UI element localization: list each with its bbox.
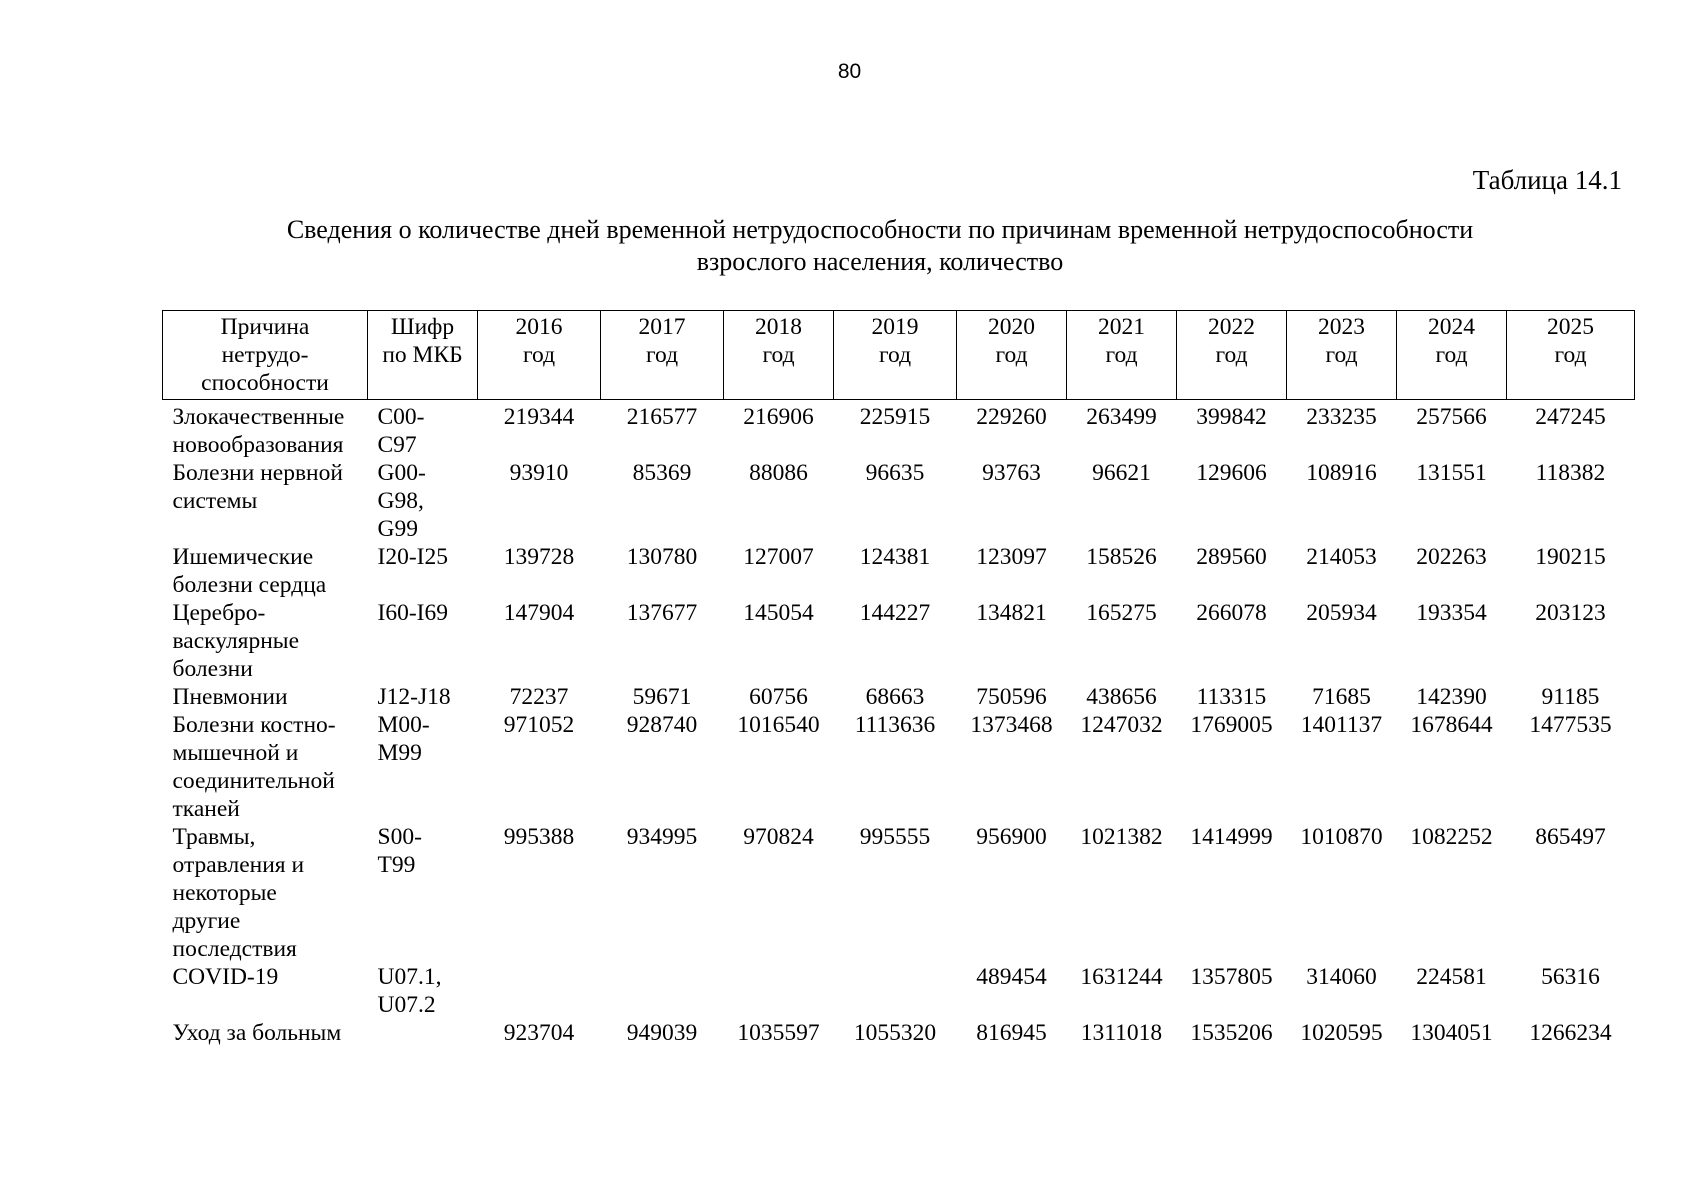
- cell-line: G98,: [377, 488, 424, 514]
- table-label: Таблица 14.1: [1472, 165, 1622, 195]
- header-line: 2025: [1547, 314, 1594, 340]
- cell-value: 93763: [982, 460, 1041, 486]
- header-line: по МКБ: [382, 342, 463, 368]
- cell-value: 289560: [1196, 544, 1267, 570]
- cell-line: S00-: [377, 824, 422, 850]
- header-line: год: [645, 342, 679, 368]
- cell-value: 130780: [626, 544, 698, 570]
- cell-value: 489454: [976, 964, 1047, 990]
- header-year: [1287, 311, 1397, 400]
- cell-value: 158526: [1086, 544, 1157, 570]
- cell-value: 1113636: [854, 712, 936, 738]
- cell-value: 995555: [859, 824, 931, 850]
- table-row: [163, 459, 1635, 543]
- cell-line: C00-: [377, 404, 425, 430]
- header-line: Причина: [220, 314, 310, 340]
- cell-icd-code: [368, 400, 478, 460]
- table-row: [163, 963, 1635, 1019]
- cell-line: болезни: [172, 656, 253, 682]
- header-line: Шифр: [390, 314, 455, 340]
- header-line: год: [1554, 342, 1587, 368]
- header-line: 2023: [1318, 314, 1365, 340]
- cell-line: новообразования: [172, 432, 344, 458]
- cell-value: 131551: [1416, 460, 1487, 486]
- cell-line: тканей: [172, 796, 240, 822]
- title-line: Сведения о количестве дней временной нетрудоспособности по причинам временной нетрудоспособности: [286, 215, 1474, 244]
- header-year: [834, 311, 957, 400]
- cell-value: 399842: [1196, 404, 1267, 430]
- title-line: взрослого населения, количество: [696, 247, 1064, 276]
- cell-value: 750596: [976, 684, 1047, 710]
- table-row: [163, 1019, 1635, 1047]
- cell-value: 224581: [1416, 964, 1487, 990]
- cell-value: 108916: [1306, 460, 1377, 486]
- cell-value: 144227: [859, 600, 931, 626]
- cell-value: 934995: [626, 824, 698, 850]
- header-line: год: [878, 342, 912, 368]
- cell-line: G00-: [377, 460, 426, 486]
- cell-value: 233235: [1306, 404, 1377, 430]
- cell-line: M99: [377, 740, 422, 766]
- cell-value: [834, 963, 957, 1019]
- cell-line: Болезни костно-: [172, 712, 336, 738]
- table-row: [163, 400, 1635, 460]
- cell-line: Уход за больным: [172, 1020, 342, 1046]
- cell-line: соединительной: [172, 768, 335, 794]
- header-line: 2019: [871, 314, 919, 340]
- header-year: [1397, 311, 1507, 400]
- cell-value: 1357805: [1190, 964, 1273, 990]
- cell-icd-code: [368, 543, 478, 599]
- cell-line: C97: [377, 432, 417, 458]
- header-line: год: [1105, 342, 1138, 368]
- header-year: [1507, 311, 1635, 400]
- cell-value: [724, 963, 834, 1019]
- header-line: год: [522, 342, 556, 368]
- cell-value: 1769005: [1190, 712, 1273, 738]
- cell-value: 165275: [1086, 600, 1157, 626]
- cell-value: 56316: [1541, 964, 1600, 990]
- cell-value: 193354: [1416, 600, 1487, 626]
- cell-value: 219344: [503, 404, 575, 430]
- header-year: [601, 311, 724, 400]
- cell-value: 1678644: [1410, 712, 1493, 738]
- header-line: 2020: [988, 314, 1035, 340]
- header-line: 2017: [638, 314, 686, 340]
- cell-line: отравления и: [172, 852, 305, 878]
- cell-value: 93910: [509, 460, 569, 486]
- cell-icd-code: [368, 599, 478, 683]
- table-row: [163, 599, 1635, 683]
- header-line: нетрудо-: [221, 342, 309, 368]
- header-line: 2016: [515, 314, 563, 340]
- cell-line: U07.2: [377, 992, 436, 1018]
- cell-value: 68663: [865, 684, 925, 710]
- page-number: 80: [837, 60, 862, 83]
- cell-value: 59671: [632, 684, 692, 710]
- cell-line: U07.1,: [377, 964, 442, 990]
- cell-icd-code: [368, 1019, 478, 1047]
- header-line: год: [1435, 342, 1468, 368]
- cell-value: 190215: [1535, 544, 1606, 570]
- cell-line: Пневмонии: [172, 684, 288, 710]
- cell-value: 214053: [1306, 544, 1377, 570]
- cell-icd-code: [368, 823, 478, 963]
- header-line: 2021: [1098, 314, 1145, 340]
- header-line: год: [1215, 342, 1248, 368]
- cell-value: 85369: [632, 460, 692, 486]
- cell-value: 139728: [503, 544, 575, 570]
- cell-cause: [163, 963, 368, 1019]
- cell-value: 91185: [1541, 684, 1600, 710]
- cell-value: 1373468: [970, 712, 1053, 738]
- cell-value: 1247032: [1080, 712, 1163, 738]
- cell-value: 134821: [976, 600, 1047, 626]
- cell-line: другие: [172, 908, 241, 934]
- cell-value: 202263: [1416, 544, 1487, 570]
- cell-value: 124381: [859, 544, 931, 570]
- cell-icd-code: [368, 683, 478, 711]
- cell-value: 1055320: [853, 1020, 937, 1046]
- cell-value: 438656: [1086, 684, 1157, 710]
- cell-line: некоторые: [172, 880, 277, 906]
- cell-value: 145054: [743, 600, 814, 626]
- cell-value: 216906: [743, 404, 814, 430]
- cell-line: I60-I69: [377, 600, 448, 626]
- cell-value: 928740: [626, 712, 698, 738]
- cell-line: Травмы,: [172, 824, 256, 850]
- header-year: [957, 311, 1067, 400]
- table-row: [163, 683, 1635, 711]
- cell-cause: [163, 459, 368, 543]
- header-line: год: [762, 342, 795, 368]
- cell-cause: [163, 400, 368, 460]
- cell-line: мышечной и: [172, 740, 299, 766]
- cell-line: системы: [172, 488, 258, 514]
- header-line: 2018: [755, 314, 802, 340]
- cell-value: 995388: [503, 824, 575, 850]
- cell-value: 1010870: [1300, 824, 1383, 850]
- cell-value: 225915: [859, 404, 931, 430]
- cell-value: 956900: [976, 824, 1047, 850]
- cell-value: 1311018: [1080, 1020, 1163, 1046]
- cell-value: 263499: [1086, 404, 1157, 430]
- data-table: [162, 310, 1635, 1047]
- cell-line: последствия: [172, 936, 297, 962]
- cell-cause: [163, 1019, 368, 1047]
- cell-line: J12-J18: [377, 684, 451, 710]
- cell-value: 203123: [1535, 600, 1606, 626]
- cell-value: 971052: [503, 712, 575, 738]
- cell-value: [601, 963, 724, 1019]
- cell-value: 113315: [1196, 684, 1267, 710]
- cell-value: 949039: [626, 1020, 698, 1046]
- header-cause: [163, 311, 368, 400]
- table-body: [163, 400, 1635, 1048]
- cell-value: [478, 963, 601, 1019]
- cell-line: I20-I25: [377, 544, 448, 570]
- cell-line: Злокачественные: [172, 404, 345, 430]
- cell-cause: [163, 543, 368, 599]
- header-line: год: [995, 342, 1028, 368]
- header-line: способности: [201, 370, 329, 396]
- cell-value: 1304051: [1410, 1020, 1493, 1046]
- cell-line: G99: [377, 516, 418, 542]
- cell-value: 1016540: [737, 712, 820, 738]
- cell-cause: [163, 599, 368, 683]
- cell-line: Церебро-: [172, 600, 266, 626]
- cell-value: 1401137: [1300, 712, 1383, 738]
- cell-line: T99: [377, 852, 416, 878]
- cell-value: 923704: [503, 1020, 575, 1046]
- cell-value: 1021382: [1080, 824, 1163, 850]
- header-year: [724, 311, 834, 400]
- cell-value: 816945: [976, 1020, 1047, 1046]
- cell-value: 314060: [1306, 964, 1377, 990]
- header-line: 2024: [1428, 314, 1475, 340]
- cell-value: 1631244: [1080, 964, 1163, 990]
- cell-line: COVID-19: [172, 964, 279, 990]
- cell-value: 229260: [976, 404, 1047, 430]
- cell-line: Ишемические: [172, 544, 314, 570]
- header-year: [478, 311, 601, 400]
- cell-value: 1266234: [1529, 1020, 1612, 1046]
- cell-line: болезни сердца: [172, 572, 327, 598]
- cell-line: M00-: [377, 712, 430, 738]
- cell-value: 1020595: [1300, 1020, 1383, 1046]
- cell-value: 216577: [626, 404, 698, 430]
- cell-icd-code: [368, 711, 478, 823]
- cell-value: 60756: [749, 684, 808, 710]
- cell-cause: [163, 823, 368, 963]
- cell-value: 266078: [1196, 600, 1267, 626]
- cell-value: 88086: [749, 460, 808, 486]
- cell-line: Болезни нервной: [172, 460, 343, 486]
- header-line: 2022: [1208, 314, 1255, 340]
- cell-value: 970824: [743, 824, 814, 850]
- cell-value: 96621: [1092, 460, 1151, 486]
- cell-value: 127007: [743, 544, 814, 570]
- cell-value: 1414999: [1190, 824, 1273, 850]
- cell-value: 72237: [509, 684, 569, 710]
- header-icd-code: [368, 311, 478, 400]
- header-year: [1067, 311, 1177, 400]
- header-line: год: [1325, 342, 1358, 368]
- cell-line: васкулярные: [172, 628, 300, 654]
- header-year: [1177, 311, 1287, 400]
- cell-value: 123097: [976, 544, 1047, 570]
- cell-value: 1082252: [1410, 824, 1493, 850]
- table-row: [163, 711, 1635, 823]
- table-row: [163, 823, 1635, 963]
- cell-value: 96635: [865, 460, 925, 486]
- cell-value: 247245: [1535, 404, 1606, 430]
- cell-value: 142390: [1416, 684, 1487, 710]
- cell-value: 865497: [1535, 824, 1606, 850]
- cell-value: 118382: [1535, 460, 1606, 486]
- cell-value: 71685: [1312, 684, 1371, 710]
- cell-value: 147904: [503, 600, 575, 626]
- table-row: [163, 543, 1635, 599]
- cell-cause: [163, 683, 368, 711]
- cell-cause: [163, 711, 368, 823]
- cell-value: 1477535: [1529, 712, 1612, 738]
- table-header-row: [163, 311, 1635, 400]
- cell-value: 205934: [1306, 600, 1377, 626]
- document-title: [160, 214, 1600, 278]
- cell-value: 257566: [1416, 404, 1487, 430]
- cell-value: 137677: [626, 600, 698, 626]
- cell-value: 1535206: [1190, 1020, 1273, 1046]
- cell-value: 129606: [1196, 460, 1267, 486]
- cell-icd-code: [368, 963, 478, 1019]
- cell-icd-code: [368, 459, 478, 543]
- cell-value: 1035597: [737, 1020, 820, 1046]
